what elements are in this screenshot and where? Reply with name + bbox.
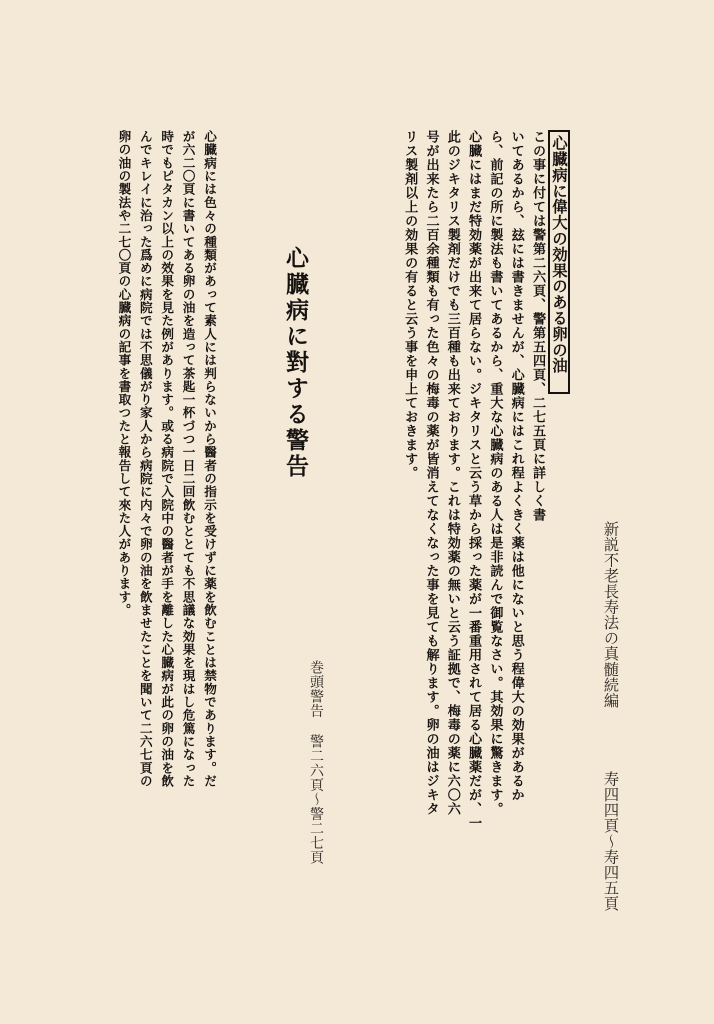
article-heart-warning-line-4: んでキレイに治った爲めに病院では不思儀がり家人から病院に内々で卵の油を飲ませたことを聞いて二六七頁の (137, 130, 153, 788)
article-egg-oil (378, 130, 570, 830)
header-page-range (578, 771, 622, 912)
footer-pages: 警二六頁〜警二七頁 (308, 734, 324, 865)
article-egg-oil-title: 心臓病に偉大の効果のある卵の油 (548, 130, 570, 394)
article-heart-warning-line-5: 卵の油の製法や二七〇頁の心臓病の記事を書取つたと報告して來た人があります。 (116, 130, 132, 617)
header-page-range-text: 寿四四頁〜寿四五頁 (602, 771, 620, 912)
article-heart-warning-line-3: 時でもピタカン以上の效果を見た例があります。或る病院で入院中の醫者が手を離した心臓病が此の卵の油を飲 (159, 130, 175, 788)
article-egg-oil-line-6: 号が出来たら二百余種類も有った色々の梅毒の薬が皆消えてなくなった事を見ても解ります。卵の油はジキタ (423, 130, 439, 816)
article-egg-oil-body (378, 130, 548, 830)
article-heart-warning-line-1: 心臓病には色々の種類があって素人には判らないから醫者の指示を受けずに薬を飲むことは禁物であります。だ (202, 130, 217, 788)
page-footer (302, 660, 326, 910)
book-title: 新説不老長寿法の真髄続編 (602, 521, 620, 709)
article-egg-oil-line-7: リス製剤以上の効果の有ると云う事を申上ておきます。 (402, 130, 418, 480)
article-heart-warning-title: 心臓病に對する警告 (282, 246, 309, 480)
article-heart-warning-body (92, 130, 220, 870)
article-egg-oil-line-5: 此のジキタリス製剤だけでも三百種も出来ております。これは特効薬の無いと云う証拠で、梅毒の薬に六〇六 (444, 130, 460, 816)
footer-section: 巻頭警告 (308, 660, 324, 718)
article-egg-oil-line-2: いてあるから、玆には書きませんが、心臓病にはこれ程よくきく薬は他にないと思う程偉大の効果があるか (508, 130, 524, 802)
article-heart-warning-line-2: が六二〇頁に書いてある卵の油を造って茶匙一杯づつ一日二回飲むととても不思議な効果を現はし危篤になった (180, 130, 196, 788)
article-egg-oil-line-1: この事に付ては警第二六頁、警第五四頁、二七五頁に詳しく書 (530, 130, 545, 522)
article-egg-oil-line-4: 心臓にはまだ特効薬が出来て居らない。ジキタリスと云う草から採った薬が一番重用されて居る心臓薬だが、一 (466, 130, 482, 830)
article-egg-oil-line-3: ら、前記の所に製法も書いてあるから、重大な心臓病のある人は是非読んで御覧なさい。其効果に驚きます。 (487, 130, 503, 816)
